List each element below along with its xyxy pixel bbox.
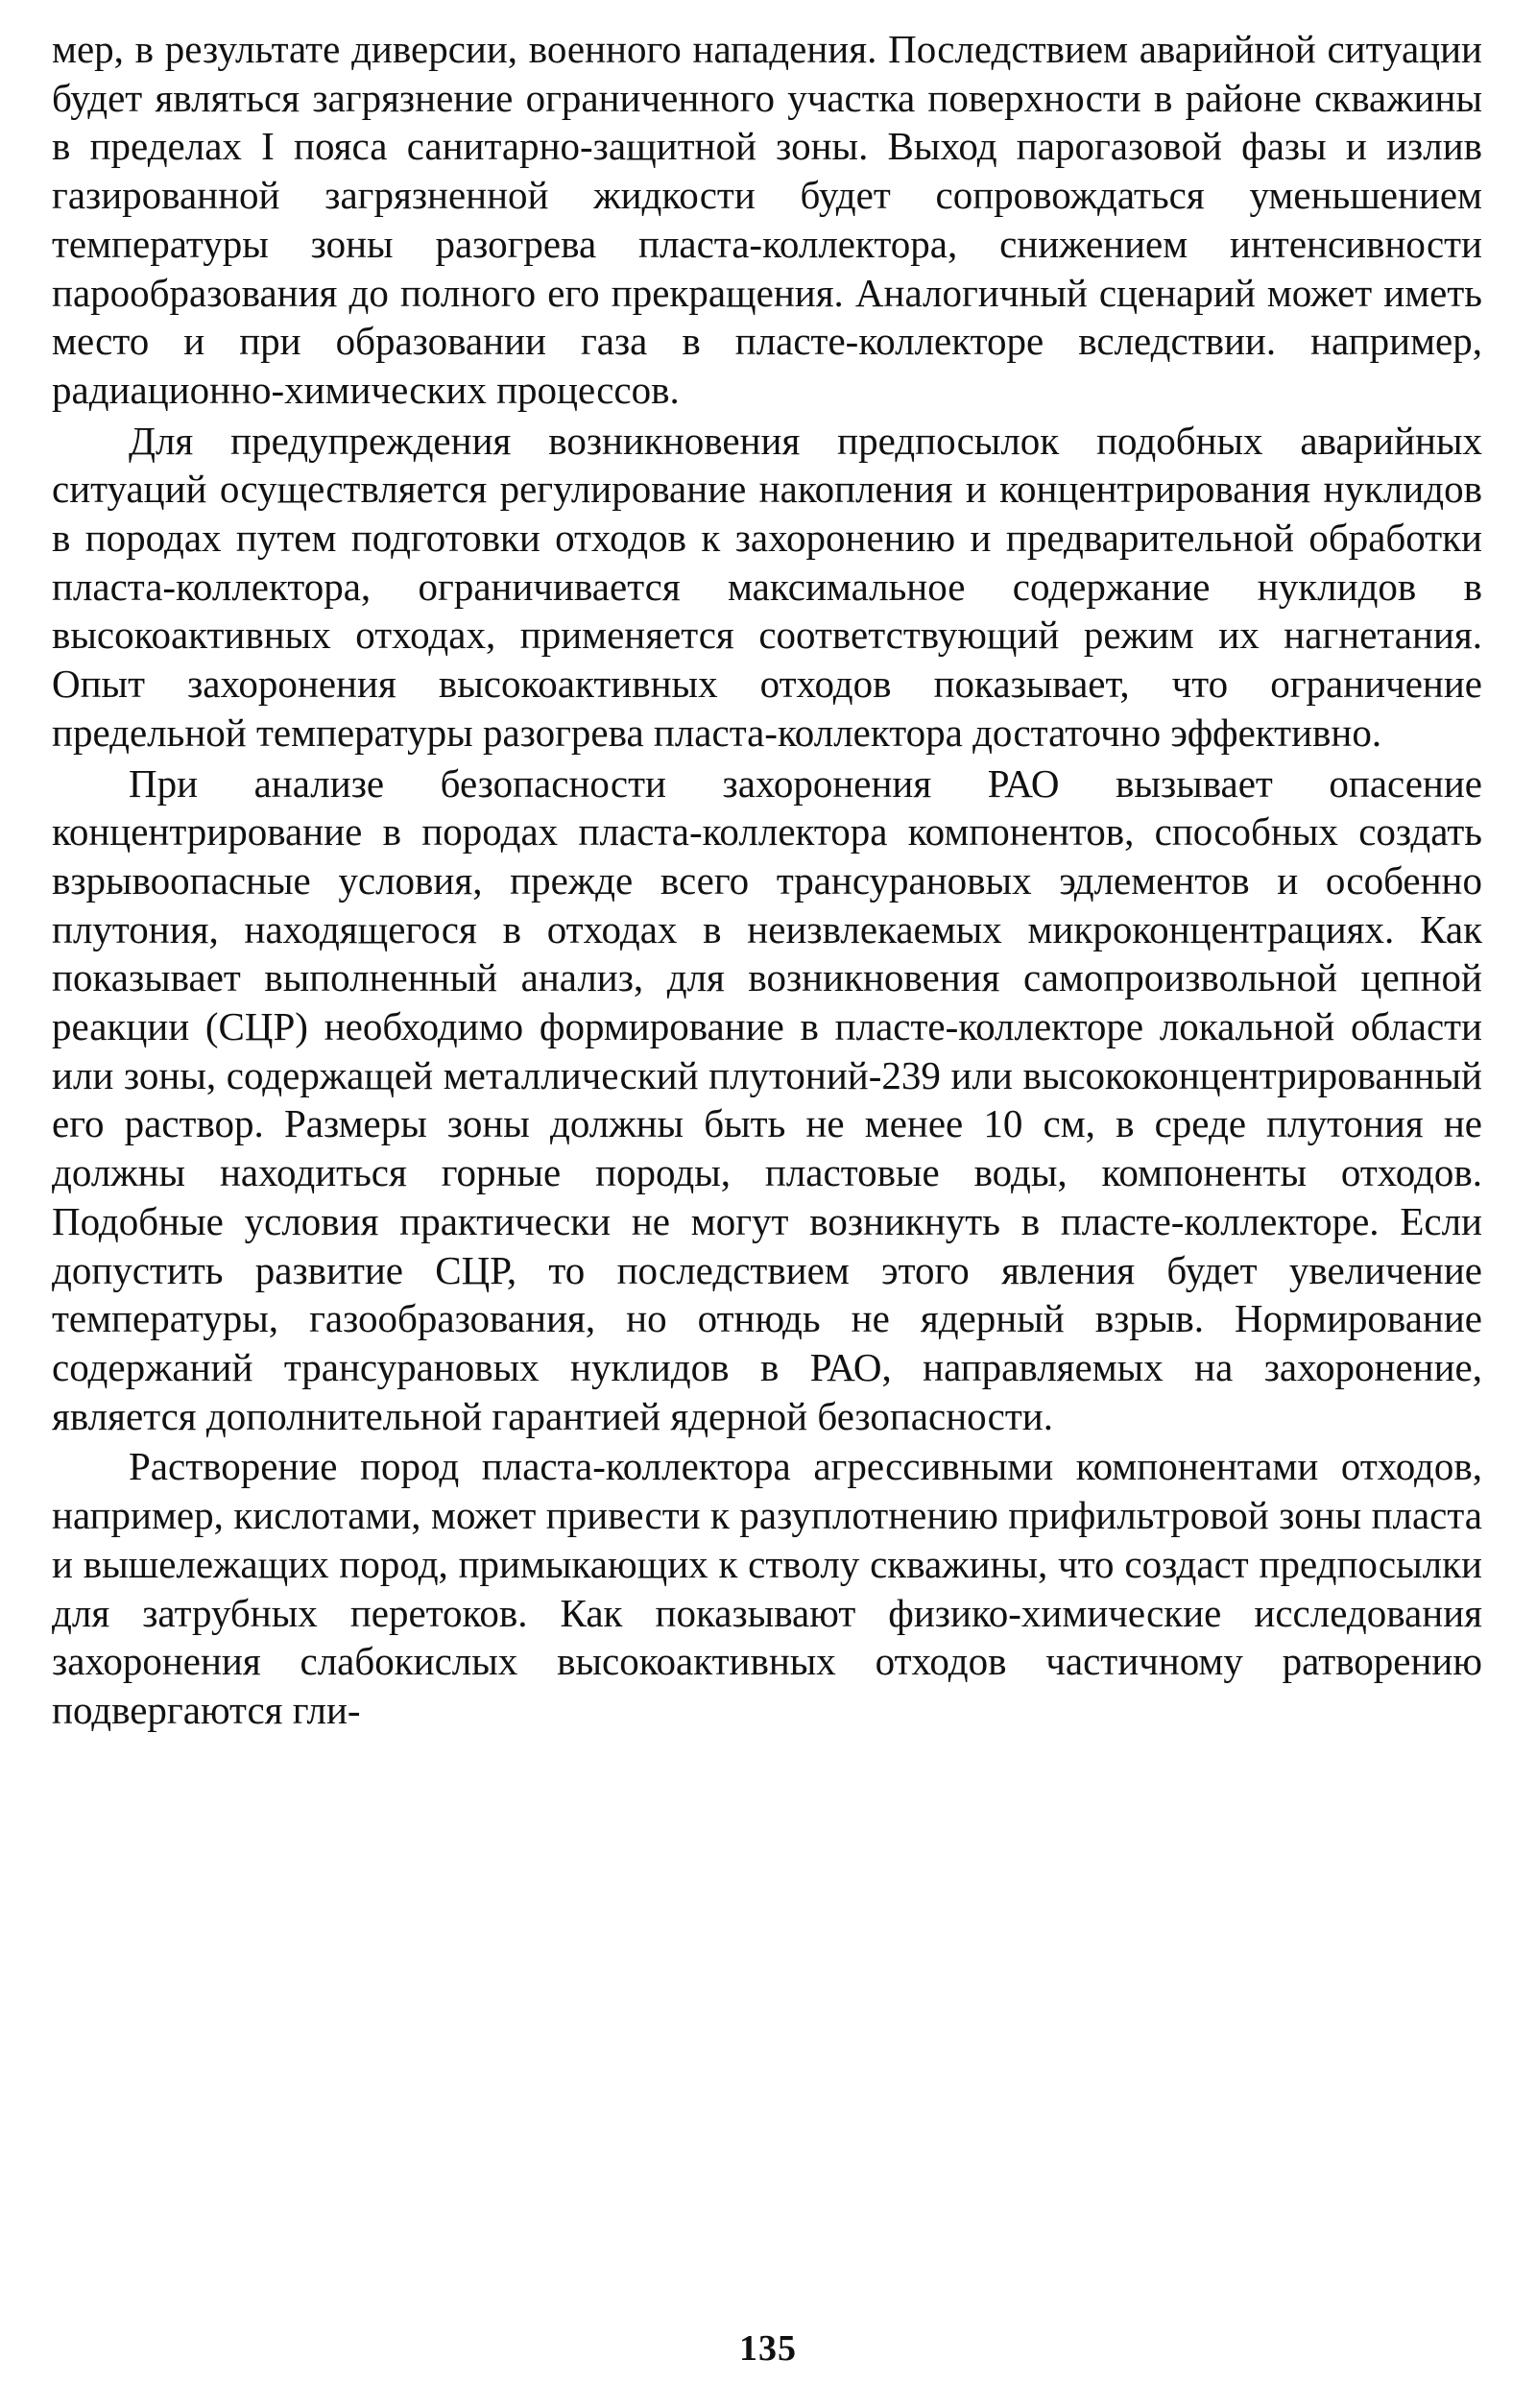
page-text-block — [52, 25, 1482, 1735]
page-number: 135 — [739, 2328, 797, 2369]
paragraph-prevention-measures: Для предупреждения возникновения предпосылок подобных аварийных ситуаций осуществляется регулирование накопления и концентрирования нуклидов в породах путем подготовки отходов к захоронению и предварительной обработки пласта-коллектора, ограничивается максимальное содержание нуклидов в высокоактивных отходах, применяется соответствующий режим их нагнетания. Опыт захоронения высокоактивных отходов показывает, что ограничение предельной температуры разогрева пласта-коллектора достаточно эффективно. — [52, 418, 1482, 755]
paragraph-nuclear-safety-analysis: При анализе безопасности захоронения РАО вызывает опасение концентрирование в породах пласта-коллектора компонентов, способных создать взрывоопасные условия, прежде всего трансурановых эдлементов и особенно плутония, находящегося в отходах в неизвлекаемых микроконцентрациях. Как показывает выполненный анализ, для возникновения самопроизвольной цепной реакции (СЦР) необходимо формирование в пласте-коллекторе локальной области или зоны, содержащей металлический плутоний-239 или высококонцентрированный его раствор. Размеры зоны должны быть не менее 10 см, в среде плутония не должны находиться горные породы, пластовые воды, компоненты отходов. Подобные условия практически не могут возникнуть в пласте-коллекторе. Если допустить развитие СЦР, то последствием этого явления будет увеличение температуры, газообразования, но отнюдь не ядерный взрыв. Нормирование содержаний трансурановых нуклидов в РАО, направляемых на захоронение, является дополнительной гарантией ядерной безопасности. — [52, 760, 1482, 1438]
paragraph-emergency-scenario: мер, в результате диверсии, военного нападения. Последствием аварийной ситуации будет являться загрязнение ограниченного участка поверхности в районе скважины в пределах I пояса санитарно-защитной зоны. Выход парогазовой фазы и излив газированной загрязненной жидкости будет сопровождаться уменьшением температуры зоны разогрева пласта-коллектора, снижением интенсивности парообразования до полного его прекращения. Аналогичный сценарий может иметь место и при образовании газа в пласте-коллекторе вследствии. например, радиационно-химических процессов. — [52, 27, 1482, 412]
paragraph-rock-dissolution: Растворение пород пласта-коллектора агрессивными компонентами отходов, например, кислотами, может привести к разуплотнению прифильтровой зоны пласта и вышележащих пород, примыкающих к стволу скважины, что создаст предпосылки для затрубных перетоков. Как показывают физико-химические исследования захоронения слабокислых высокоактивных отходов частичному ратворению подвергаются гли- — [52, 1444, 1482, 1732]
